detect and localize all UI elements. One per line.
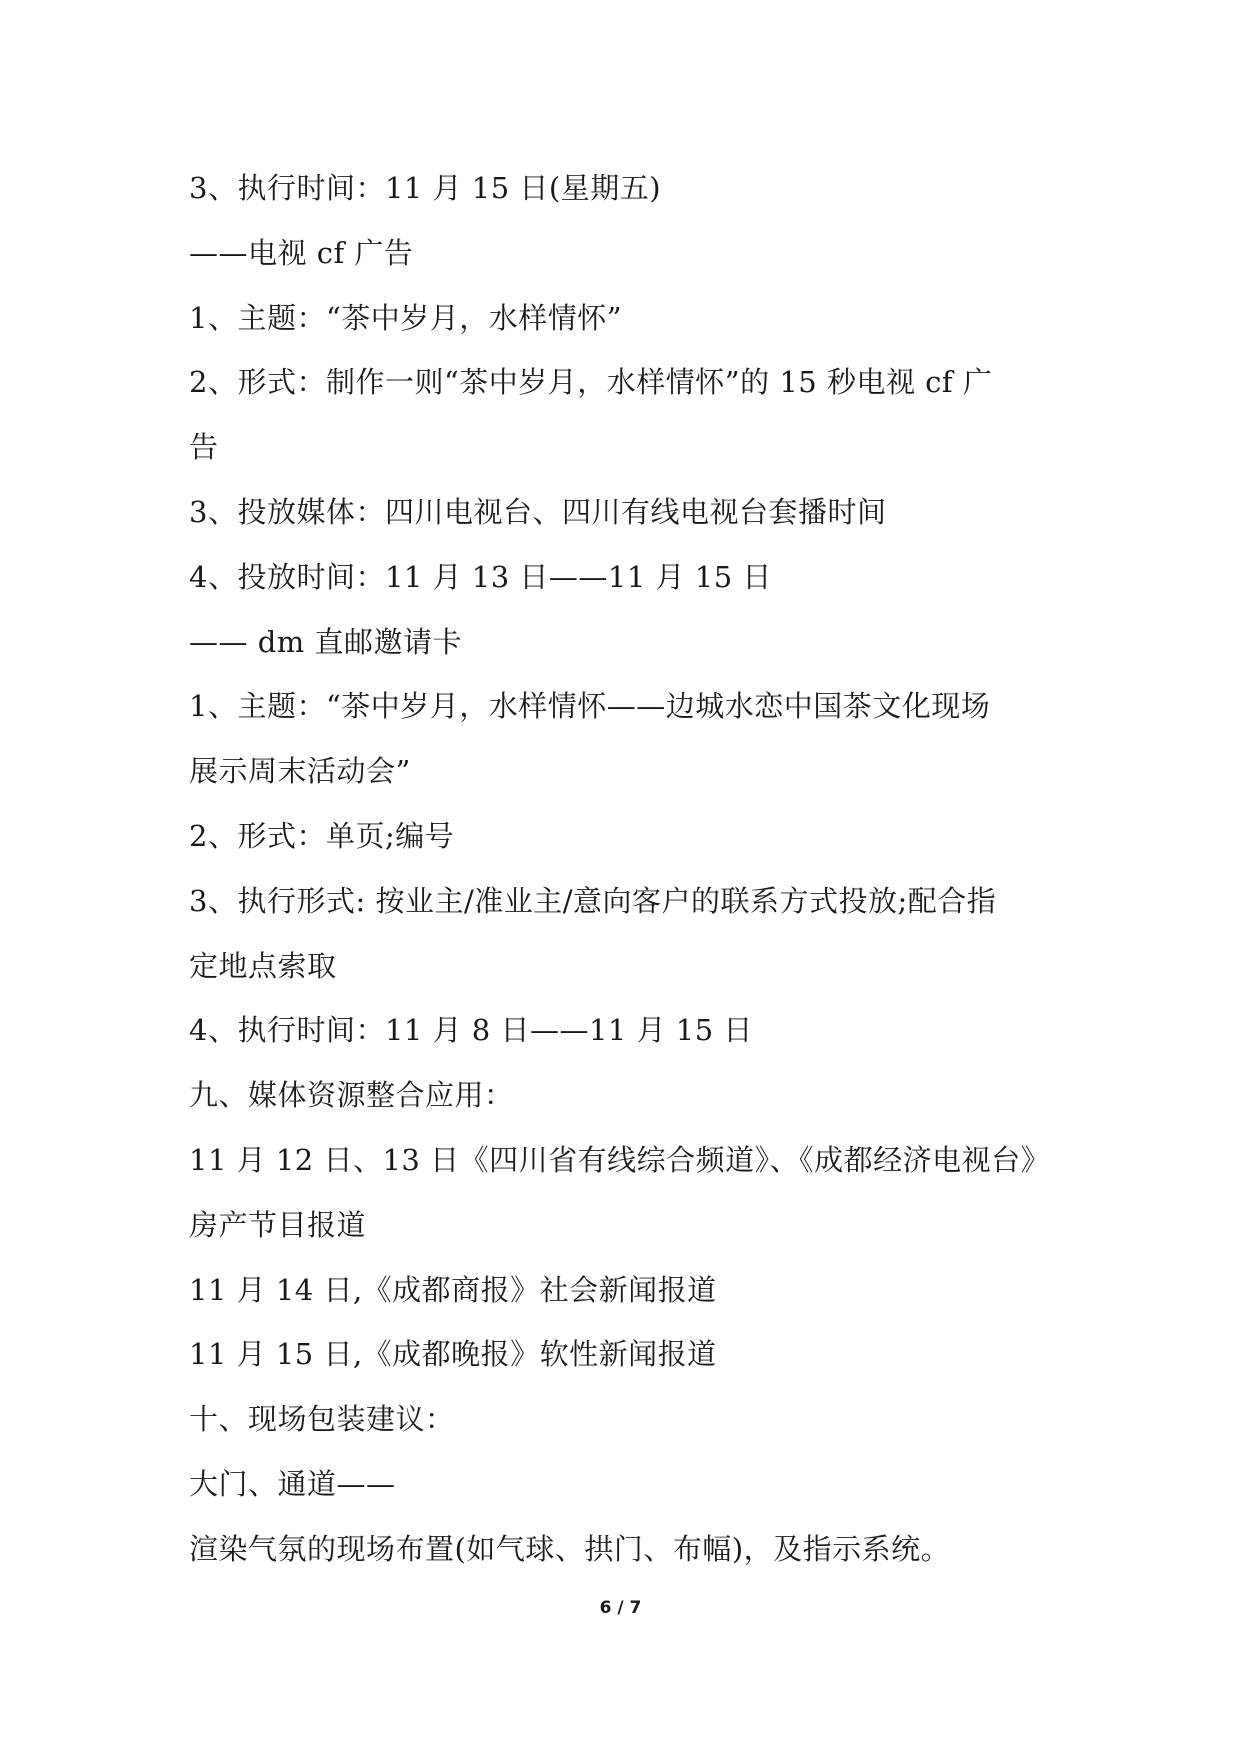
text-line: 房产节目报道: [189, 1207, 367, 1242]
section-heading: 九、媒体资源整合应用：: [189, 1078, 514, 1113]
text-line: 大门、通道——: [189, 1466, 396, 1501]
text-line: 2、形式：制作一则“茶中岁月，水样情怀”的 15 秒电视 cf 广: [189, 365, 993, 400]
text-line: ——电视 cf 广告: [189, 235, 414, 270]
text-line: 3、投放媒体：四川电视台、四川有线电视台套播时间: [189, 494, 887, 529]
text-line: 4、执行时间：11 月 8 日——11 月 15 日: [189, 1013, 753, 1048]
text-line: 4、投放时间：11 月 13 日——11 月 15 日: [189, 559, 772, 594]
text-line: 展示周末活动会”: [189, 754, 411, 789]
text-line: 11 月 15 日,《成都晚报》软性新闻报道: [189, 1337, 717, 1372]
text-line: 11 月 12 日、13 日《四川省有线综合频道》、《成都经济电视台》: [189, 1142, 1051, 1177]
text-line: 3、执行形式: 按业主/准业主/意向客户的联系方式投放;配合指: [189, 883, 997, 918]
text-line: —— dm 直邮邀请卡: [189, 624, 462, 659]
text-line: 定地点索取: [189, 948, 337, 983]
text-line: 2、形式：单页;编号: [189, 818, 455, 853]
page-number: 6 / 7: [599, 1598, 642, 1618]
text-line: 1、主题：“茶中岁月，水样情怀”: [189, 300, 623, 335]
text-line: 告: [189, 430, 219, 465]
text-line: 3、执行时间：11 月 15 日(星期五): [189, 171, 662, 205]
text-line: 渲染气氛的现场布置(如气球、拱门、布幅)，及指示系统。: [189, 1531, 951, 1566]
text-line: 11 月 14 日,《成都商报》社会新闻报道: [189, 1272, 717, 1307]
text-line: 1、主题：“茶中岁月，水样情怀——边城水恋中国茶文化现场: [189, 689, 991, 724]
document-body: [189, 156, 1069, 1582]
section-heading: 十、现场包装建议：: [189, 1402, 455, 1437]
